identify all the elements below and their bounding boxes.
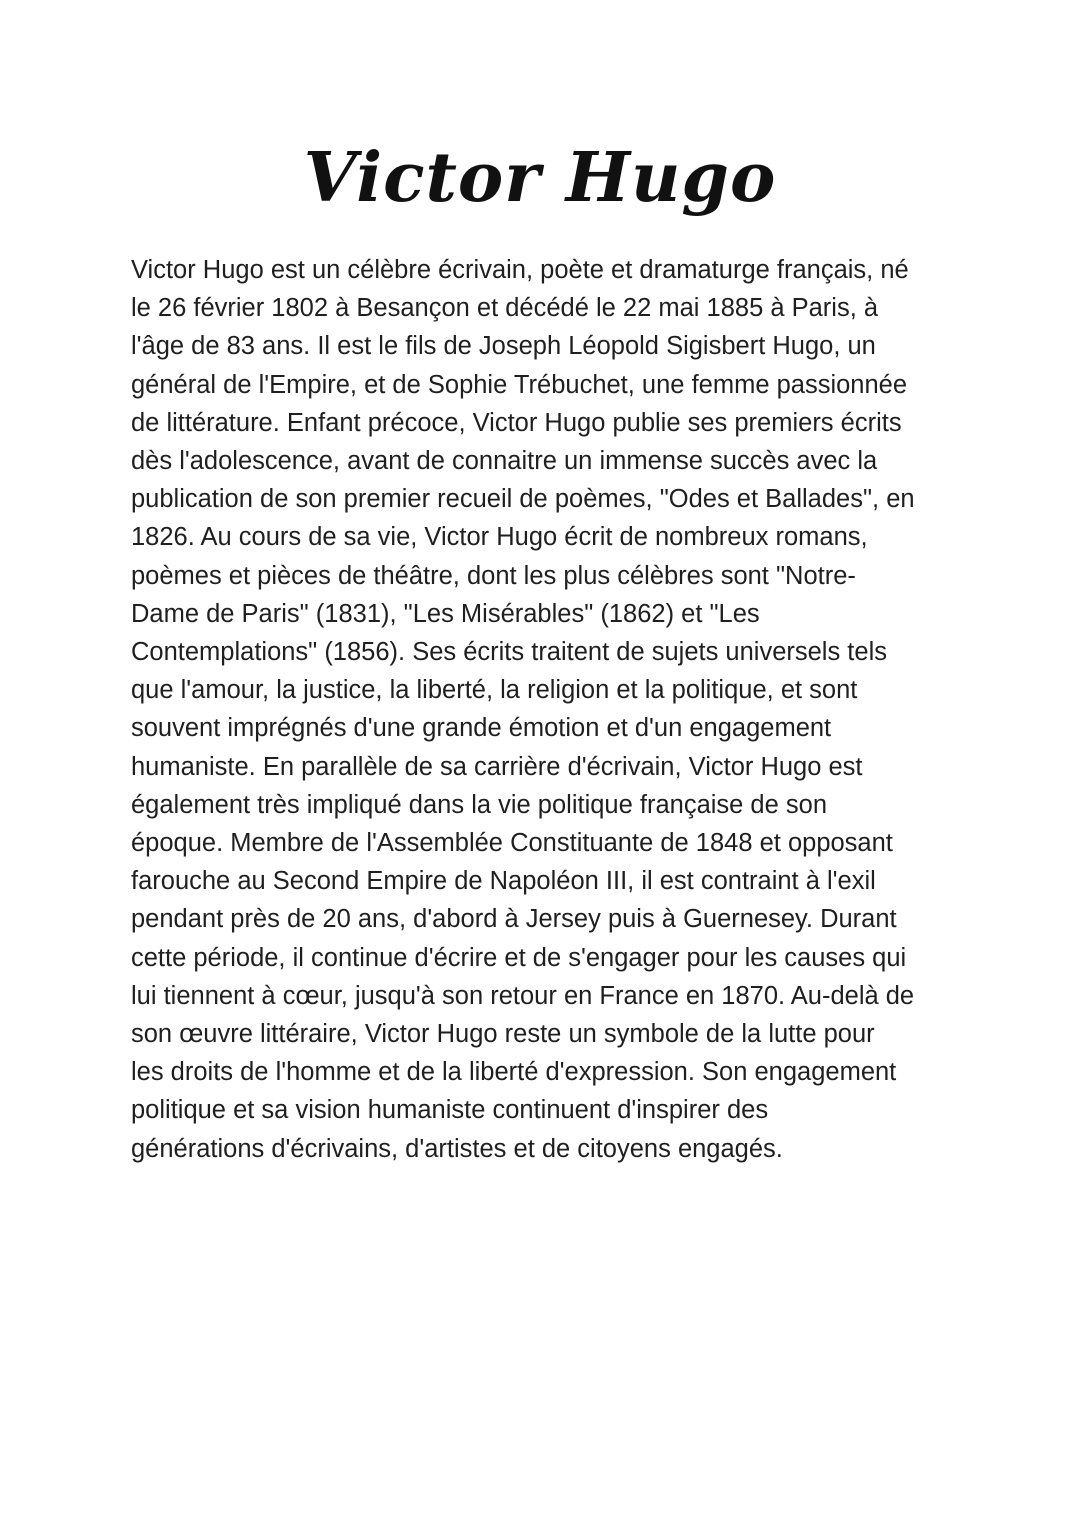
paragraph-line: l'âge de 83 ans. Il est le fils de Joseph Léopold Sigisbert Hugo, un (131, 332, 876, 361)
paragraph-line: souvent imprégnés d'une grande émotion et d'un engagement (131, 714, 832, 743)
paragraph-line: humaniste. En parallèle de sa carrière d'écrivain, Victor Hugo est (131, 752, 863, 781)
paragraph-line: son œuvre littéraire, Victor Hugo reste un symbole de la lutte pour (131, 1020, 875, 1049)
paragraph-line: époque. Membre de l'Assemblée Constituante de 1848 et opposant (131, 829, 893, 858)
paragraph-line: Dame de Paris" (1831), "Les Misérables" (1862) et "Les (131, 599, 760, 628)
paragraph-line: de littérature. Enfant précoce, Victor Hugo publie ses premiers écrits (131, 408, 902, 437)
paragraph-line: générations d'écrivains, d'artistes et de citoyens engagés. (131, 1134, 783, 1163)
paragraph-line: publication de son premier recueil de poèmes, "Odes et Ballades", en (131, 485, 915, 514)
page-title: Victor Hugo (303, 138, 777, 218)
paragraph-line: que l'amour, la justice, la liberté, la religion et la politique, et sont (131, 676, 858, 705)
paragraph-line: Contemplations" (1856). Ses écrits traitent de sujets universels tels (131, 638, 887, 667)
paragraph-line: politique et sa vision humaniste continuent d'inspirer des (131, 1096, 769, 1125)
paragraph-line: 1826. Au cours de sa vie, Victor Hugo écrit de nombreux romans, (131, 523, 868, 552)
paragraph-line: Victor Hugo est un célèbre écrivain, poète et dramaturge français, né (131, 256, 909, 284)
paragraph-line: farouche au Second Empire de Napoléon III, il est contraint à l'exil (131, 867, 876, 896)
paragraph-line: les droits de l'homme et de la liberté d'expression. Son engagement (131, 1058, 897, 1087)
paragraph-line: également très impliqué dans la vie politique française de son (131, 790, 827, 819)
paragraph-line: dès l'adolescence, avant de connaitre un immense succès avec la (131, 447, 878, 476)
biography-paragraph (131, 251, 961, 1168)
paragraph-line: le 26 février 1802 à Besançon et décédé le 22 mai 1885 à Paris, à (131, 294, 879, 323)
paragraph-line: général de l'Empire, et de Sophie Trébuchet, une femme passionnée (131, 370, 908, 399)
paragraph-line: poèmes et pièces de théâtre, dont les plus célèbres sont "Notre- (131, 561, 856, 590)
paragraph-line: cette période, il continue d'écrire et de s'engager pour les causes qui (131, 943, 907, 972)
paragraph-line: lui tiennent à cœur, jusqu'à son retour en France en 1870. Au-delà de (131, 981, 915, 1010)
paragraph-line: pendant près de 20 ans, d'abord à Jersey puis à Guernesey. Durant (131, 905, 897, 934)
